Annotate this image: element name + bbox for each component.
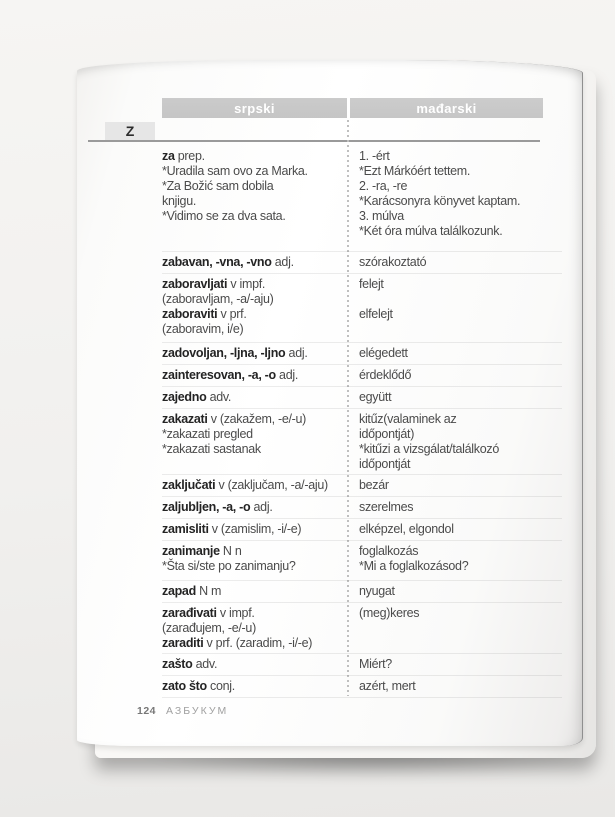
entry-line <box>162 277 347 292</box>
table-row <box>162 387 562 409</box>
hungarian-cell <box>347 346 562 361</box>
entry-line <box>162 194 347 209</box>
table-row <box>162 146 562 252</box>
serbian-cell <box>162 679 347 694</box>
entry-line <box>162 292 347 307</box>
entry-line <box>162 149 347 164</box>
serbian-cell <box>162 255 347 270</box>
entry-line <box>162 307 347 322</box>
entry-line <box>162 164 347 179</box>
entry-line <box>359 277 562 292</box>
entry-line <box>359 346 562 361</box>
entry-text: 1. -ért <box>359 149 390 163</box>
headword-text: zadovoljan, -ljna, -ljno <box>162 346 286 360</box>
page-number: 124 <box>137 705 157 717</box>
entry-text: *zakazati sastanak <box>162 442 261 456</box>
hungarian-cell <box>347 544 562 574</box>
entry-line <box>359 368 562 383</box>
header-rule <box>88 140 540 142</box>
headword-text: zainteresovan, -a, -o <box>162 368 276 382</box>
entry-line <box>162 255 347 270</box>
column-header-srpski: srpski <box>162 98 347 118</box>
entry-text: foglalkozás <box>359 544 419 558</box>
entry-line <box>162 522 347 537</box>
entry-line <box>359 224 562 239</box>
entry-text: knjigu. <box>162 194 197 208</box>
entry-text: *Uradila sam ovo za Marka. <box>162 164 308 178</box>
headword-text: zato što <box>162 679 207 693</box>
entry-line <box>359 164 562 179</box>
entry-line <box>162 679 347 694</box>
entry-line <box>162 559 347 574</box>
entry-line <box>162 606 347 621</box>
entry-text: v impf. <box>227 277 266 291</box>
entry-line <box>162 390 347 405</box>
serbian-cell <box>162 584 347 599</box>
hungarian-cell <box>347 368 562 383</box>
entry-line <box>162 544 347 559</box>
entry-text: prep. <box>174 149 205 163</box>
entry-line <box>359 255 562 270</box>
headword-text: zajedno <box>162 390 207 404</box>
table-row <box>162 252 562 274</box>
entry-text: nyugat <box>359 584 395 598</box>
entry-line <box>162 427 347 442</box>
entry-text: elégedett <box>359 346 408 360</box>
book-page <box>77 60 583 746</box>
hungarian-cell <box>347 149 562 239</box>
hungarian-cell <box>347 255 562 270</box>
entry-text: adj. <box>275 368 299 382</box>
headword-text: zakazati <box>162 412 208 426</box>
entry-text: *Karácsonyra könyvet kaptam. <box>359 194 521 208</box>
entry-text: *Šta si/ste po zanimanju? <box>162 559 296 573</box>
entry-text: (zarađujem, -e/-u) <box>162 621 256 635</box>
serbian-cell <box>162 277 347 337</box>
entry-line <box>162 368 347 383</box>
entry-line <box>359 500 562 515</box>
entry-text: N n <box>219 544 242 558</box>
entry-text: conj. <box>206 679 235 693</box>
entry-line <box>162 584 347 599</box>
entry-line <box>359 544 562 559</box>
table-row <box>162 274 562 343</box>
serbian-cell <box>162 346 347 361</box>
entry-line <box>162 500 347 515</box>
entry-text: *Vidimo se za dva sata. <box>162 209 286 223</box>
hungarian-cell <box>347 412 562 472</box>
entry-text: *kitűzi a vizsgálat/találkozó <box>359 442 499 456</box>
entry-text: időpontját) <box>359 427 415 441</box>
hungarian-cell <box>347 584 562 599</box>
entry-text: (zaboravljam, -a/-aju) <box>162 292 274 306</box>
entry-text: adj. <box>285 346 308 360</box>
table-row <box>162 497 562 519</box>
headword-text: zaraditi <box>162 636 204 650</box>
entry-text: (zaboravim, i/e) <box>162 322 244 336</box>
hungarian-cell <box>347 500 562 515</box>
entry-line <box>359 209 562 224</box>
table-row <box>162 519 562 541</box>
entry-text: adj. <box>271 255 294 269</box>
entry-text: szerelmes <box>359 500 414 514</box>
entry-line <box>359 292 562 307</box>
entry-line <box>162 322 347 337</box>
headword-text: zašto <box>162 657 193 671</box>
table-row <box>162 343 562 365</box>
entry-line <box>359 657 562 672</box>
entry-text: elképzel, elgondol <box>359 522 454 536</box>
entry-text: N m <box>195 584 222 598</box>
letter-tab: Z <box>105 122 155 140</box>
entry-text: v (zamislim, -i/-e) <box>208 522 302 536</box>
entry-text: együtt <box>359 390 392 404</box>
serbian-cell <box>162 412 347 472</box>
serbian-cell <box>162 149 347 239</box>
entry-line <box>359 584 562 599</box>
column-header-madarski: mađarski <box>350 98 543 118</box>
entry-line <box>359 307 562 322</box>
entry-line <box>162 412 347 427</box>
entry-line <box>162 346 347 361</box>
table-row <box>162 409 562 475</box>
entry-line <box>359 679 562 694</box>
dictionary-rows <box>162 146 562 698</box>
entry-text: kitűz(valaminek az <box>359 412 457 426</box>
hungarian-cell <box>347 277 562 337</box>
entry-text: *Za Božić sam dobila <box>162 179 274 193</box>
entry-text: v prf. (zaradim, -i/-e) <box>203 636 313 650</box>
entry-text: *Két óra múlva találkozunk. <box>359 224 503 238</box>
entry-text: *Ezt Márkóért tettem. <box>359 164 471 178</box>
headword-text: zabavan, -vna, -vno <box>162 255 272 269</box>
entry-line <box>359 179 562 194</box>
entry-text: elfelejt <box>359 307 393 321</box>
entry-line <box>359 442 562 457</box>
entry-line <box>359 194 562 209</box>
entry-line <box>359 478 562 493</box>
serbian-cell <box>162 606 347 651</box>
entry-line <box>162 657 347 672</box>
entry-text: időpontját <box>359 457 411 471</box>
table-row <box>162 603 562 654</box>
entry-text: azért, mert <box>359 679 416 693</box>
entry-text: adv. <box>192 657 218 671</box>
serbian-cell <box>162 544 347 574</box>
entry-text: v prf. <box>217 307 247 321</box>
entry-text: Miért? <box>359 657 392 671</box>
serbian-cell <box>162 657 347 672</box>
table-row <box>162 541 562 581</box>
hungarian-cell <box>347 679 562 694</box>
entry-text: v (zaključam, -a/-aju) <box>215 478 328 492</box>
entry-line <box>359 606 562 621</box>
hungarian-cell <box>347 522 562 537</box>
entry-line <box>359 149 562 164</box>
entry-line <box>359 427 562 442</box>
entry-text: *Mi a foglalkozásod? <box>359 559 469 573</box>
entry-text: felejt <box>359 277 384 291</box>
headword-text: zarađivati <box>162 606 217 620</box>
entry-line <box>162 442 347 457</box>
entry-line <box>359 522 562 537</box>
headword-text: zanimanje <box>162 544 220 558</box>
serbian-cell <box>162 390 347 405</box>
entry-text: bezár <box>359 478 389 492</box>
entry-line <box>162 636 347 651</box>
serbian-cell <box>162 522 347 537</box>
entry-text: 3. múlva <box>359 209 404 223</box>
entry-text: érdeklődő <box>359 368 412 382</box>
table-row <box>162 676 562 698</box>
entry-text: adj. <box>250 500 273 514</box>
table-row <box>162 581 562 603</box>
hungarian-cell <box>347 657 562 672</box>
entry-text: (meg)keres <box>359 606 420 620</box>
entry-line <box>359 559 562 574</box>
serbian-cell <box>162 368 347 383</box>
entry-line <box>162 621 347 636</box>
table-row <box>162 475 562 497</box>
headword-text: za <box>162 149 175 163</box>
hungarian-cell <box>347 478 562 493</box>
headword-text: zaljubljen, -a, -o <box>162 500 251 514</box>
headword-text: zaboraviti <box>162 307 218 321</box>
entry-text: 2. -ra, -re <box>359 179 408 193</box>
entry-text: szórakoztató <box>359 255 427 269</box>
entry-line <box>359 390 562 405</box>
headword-text: zapad <box>162 584 196 598</box>
entry-line <box>359 457 562 472</box>
headword-text: zaključati <box>162 478 216 492</box>
hungarian-cell <box>347 606 562 651</box>
entry-line <box>162 209 347 224</box>
hungarian-cell <box>347 390 562 405</box>
table-row <box>162 654 562 676</box>
entry-line <box>359 412 562 427</box>
serbian-cell <box>162 500 347 515</box>
entry-text: *zakazati pregled <box>162 427 253 441</box>
headword-text: zamisliti <box>162 522 209 536</box>
table-row <box>162 365 562 387</box>
entry-line <box>162 179 347 194</box>
entry-text: adv. <box>206 390 232 404</box>
column-headers <box>162 98 543 118</box>
entry-line <box>162 478 347 493</box>
book-title: АЗБУКУМ <box>166 705 229 717</box>
headword-text: zaboravljati <box>162 277 228 291</box>
page-footer <box>137 705 228 717</box>
entry-text: v (zakažem, -e/-u) <box>207 412 307 426</box>
entry-text: v impf. <box>216 606 255 620</box>
serbian-cell <box>162 478 347 493</box>
